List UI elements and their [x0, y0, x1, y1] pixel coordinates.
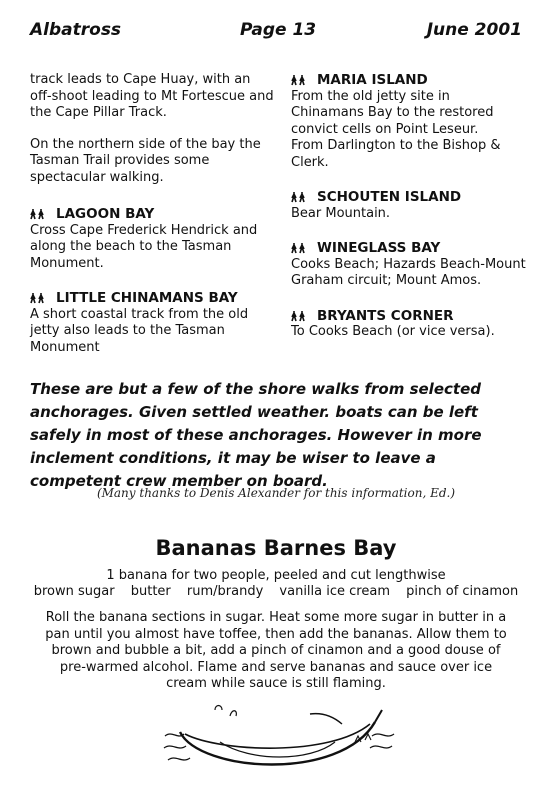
walk-description: To Cooks Beach (or vice versa). — [291, 324, 495, 339]
ingredient: butter — [130, 584, 171, 599]
walk-title: SCHOUTEN ISLAND — [317, 189, 462, 205]
walkers-icon — [291, 310, 309, 322]
walk-little-chinamans-bay — [30, 290, 275, 356]
credit-line: (Many thanks to Denis Alexander for this information, Ed.) — [96, 486, 456, 500]
header-date: June 2001 — [426, 20, 522, 40]
walkers-icon — [30, 208, 48, 220]
recipe-method: Roll the banana sections in sugar. Heat some more sugar in butter in a pan until you almost have toffee, then add the bananas. Allow them to brown and bubble a bit, add a pinch of cinamon and a good douse of pre-warmed alcohol. Flame and serve bananas and sauce over ice cream while sauce is still flaming. — [45, 610, 507, 691]
walk-schouten-island — [291, 189, 526, 222]
right-column — [291, 72, 526, 359]
intro-paragraph: On the northern side of the bay the Tasman Trail provides some spectacular walking. — [30, 136, 261, 185]
walk-description-extra: From Darlington to the Bishop & Clerk. — [291, 138, 501, 170]
walk-lagoon-bay — [30, 206, 275, 272]
walk-title: LITTLE CHINAMANS BAY — [56, 290, 238, 306]
ingredient: vanilla ice cream — [279, 584, 390, 599]
walk-description: From the old jetty site in Chinamans Bay to the restored convict cells on Point Leseur. — [291, 88, 494, 137]
flaming-banana-illustration — [160, 702, 400, 780]
left-column — [30, 72, 275, 374]
recipe-ingredients — [0, 584, 552, 601]
walk-wineglass-bay — [291, 240, 526, 290]
walkers-icon — [291, 74, 309, 86]
walk-bryants-corner — [291, 308, 526, 341]
recipe-intro: 1 banana for two people, peeled and cut lengthwise — [106, 568, 446, 583]
walk-description: Bear Mountain. — [291, 205, 391, 221]
walk-title: WINEGLASS BAY — [317, 240, 441, 256]
summary-paragraph: These are but a few of the shore walks from selected anchorages. Given settled weather. boats can be left safely in most of these anchorages. However in more inclement conditions, it may be wiser to leave a competent crew member on board. — [30, 380, 482, 490]
walk-title: MARIA ISLAND — [317, 72, 428, 88]
ingredient: rum/brandy — [186, 584, 264, 599]
ingredient: brown sugar — [33, 584, 115, 599]
intro-paragraph: track leads to Cape Huay, with an off-shoot leading to Mt Fortescue and the Cape Pillar Track. — [30, 72, 274, 120]
recipe-title: Bananas Barnes Bay — [155, 536, 397, 560]
walkers-icon — [30, 292, 48, 304]
header-magazine-name: Albatross — [30, 20, 122, 40]
walk-description: A short coastal track from the old jetty also leads to the Tasman Monument — [30, 306, 249, 355]
walkers-icon — [291, 191, 309, 203]
walk-title: LAGOON BAY — [56, 206, 155, 222]
walk-maria-island — [291, 72, 526, 171]
walk-description: Cooks Beach; Hazards Beach-Mount Graham circuit; Mount Amos. — [291, 256, 526, 288]
walkers-icon — [291, 242, 309, 254]
header-page-number: Page 13 — [240, 20, 317, 40]
walk-description: Cross Cape Frederick Hendrick and along the beach to the Tasman Monument. — [30, 222, 258, 271]
walk-title: BRYANTS CORNER — [317, 307, 454, 324]
ingredient: pinch of cinamon — [406, 584, 519, 599]
